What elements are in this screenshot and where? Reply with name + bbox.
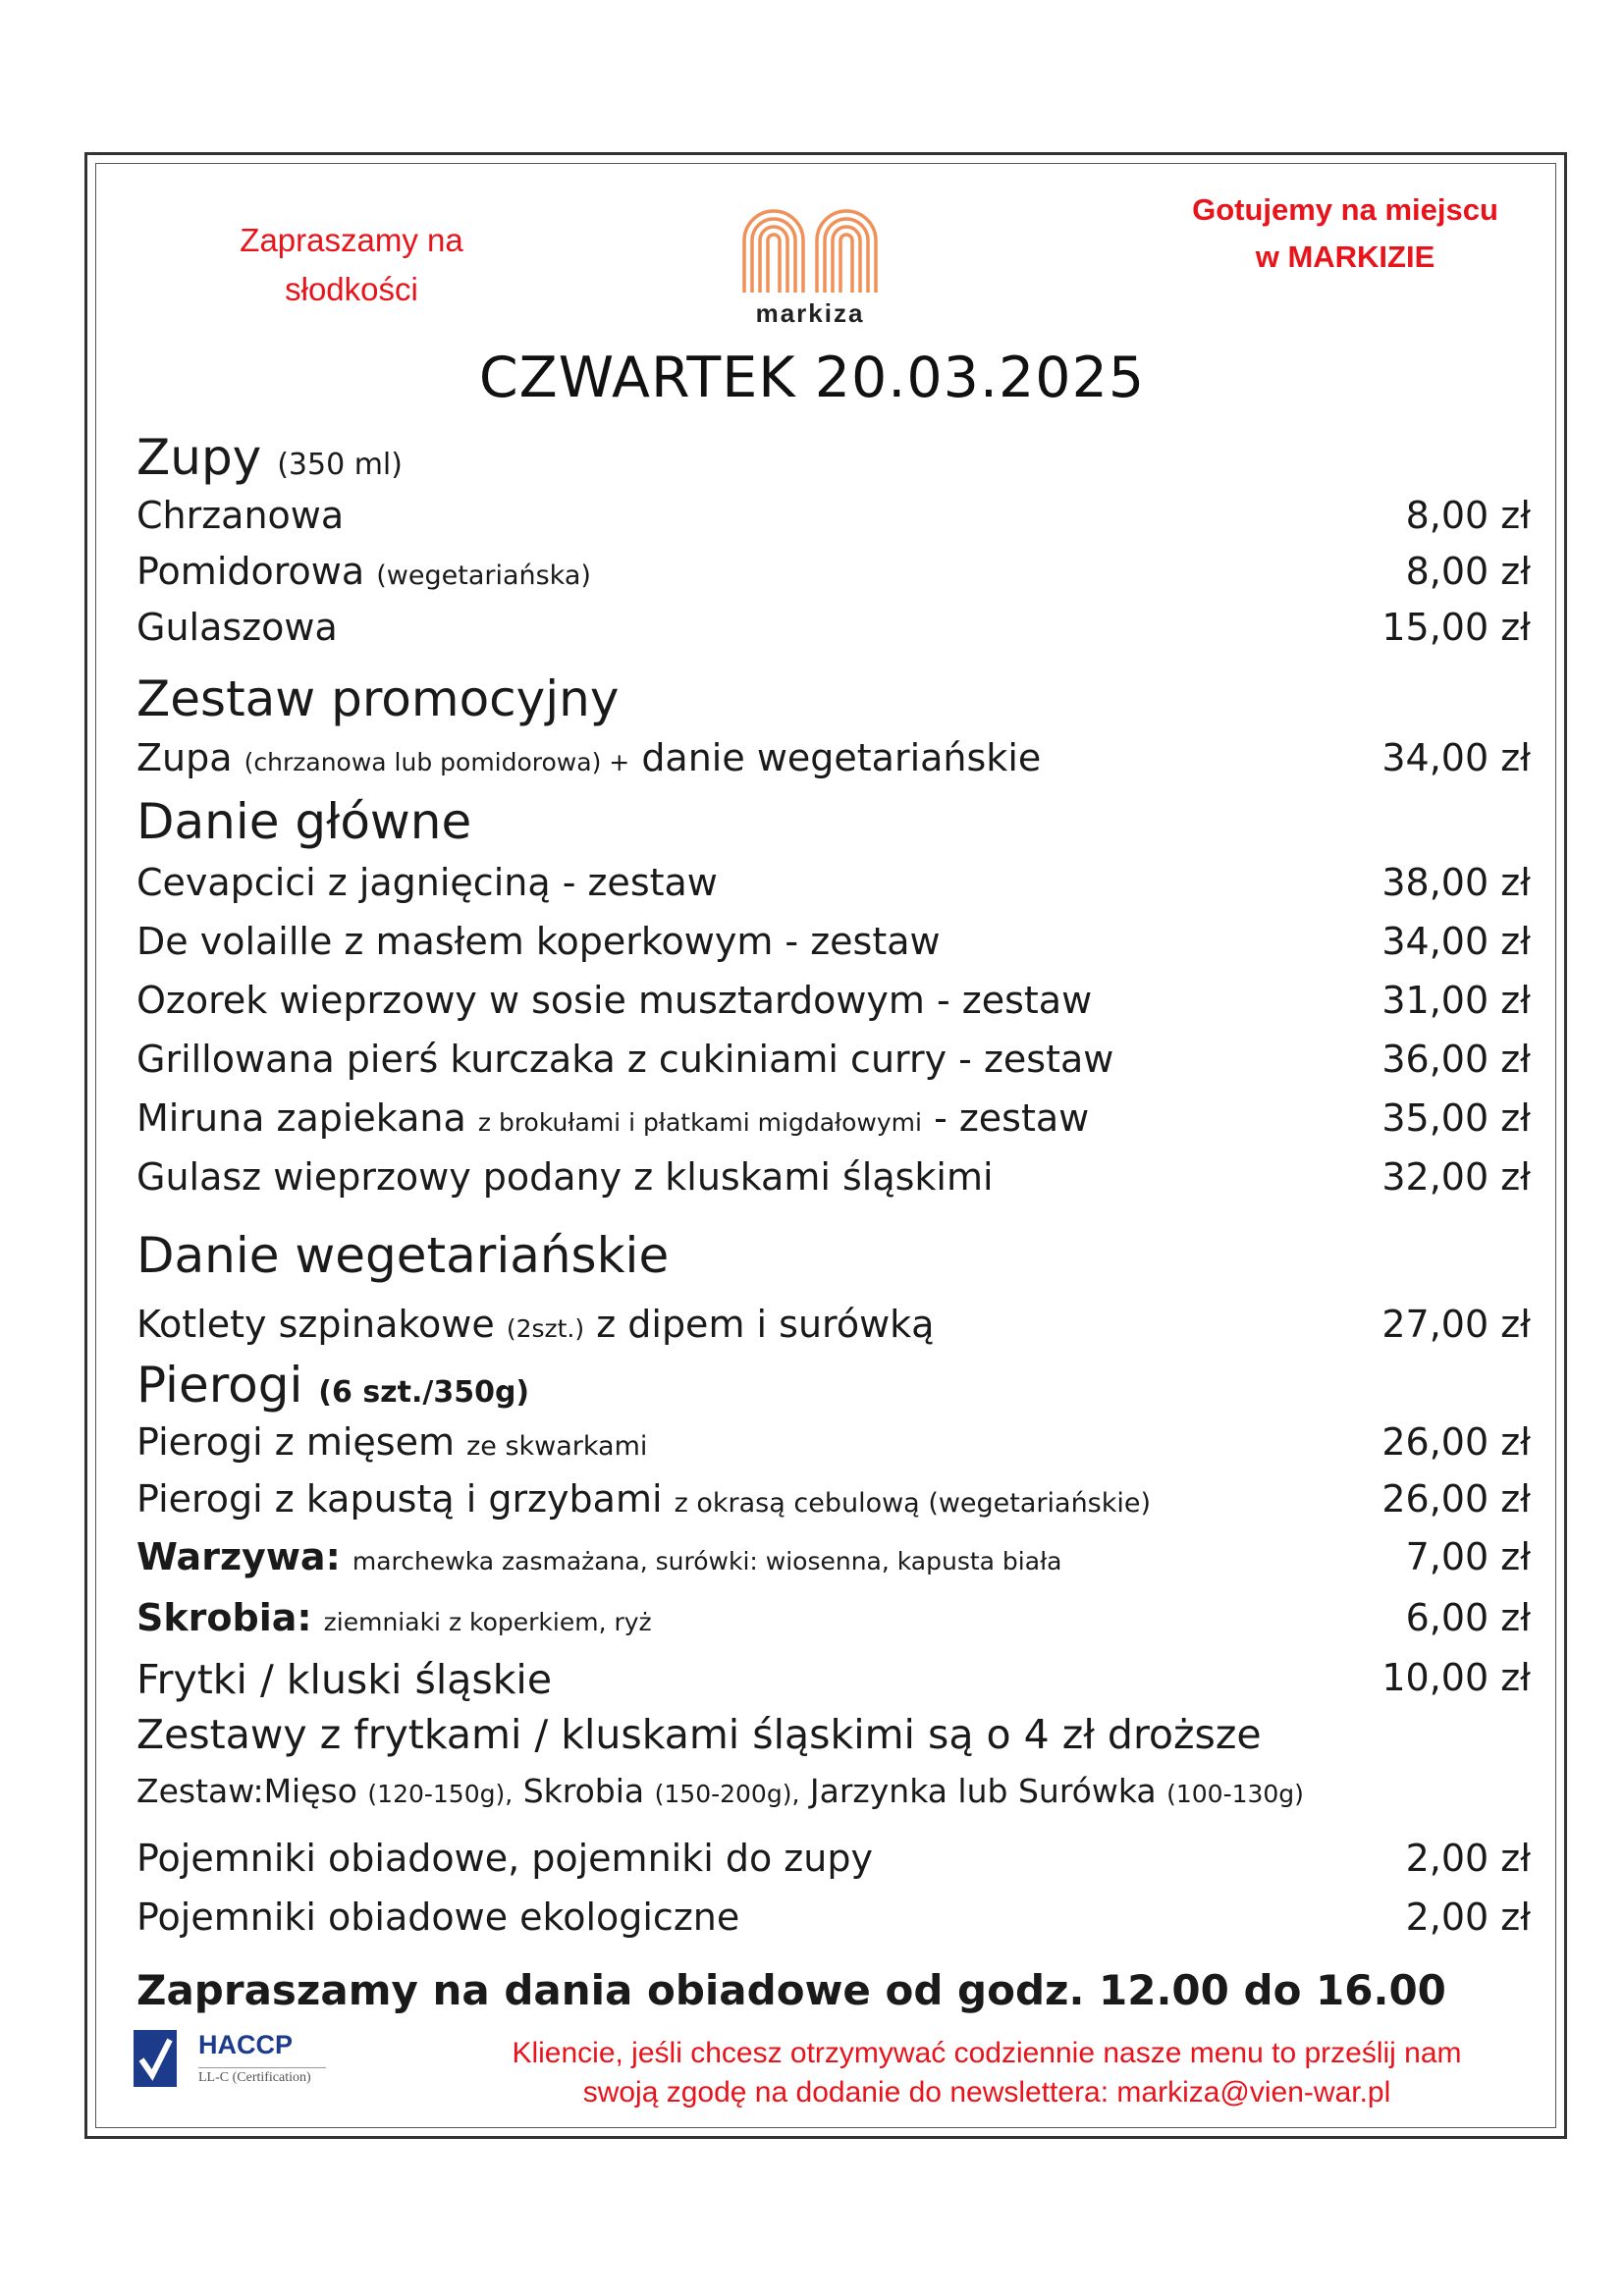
item-price: 26,00 zł (1381, 1477, 1531, 1521)
zestaw-weights-text (136, 1772, 1304, 1810)
item-price: 2,00 zł (1405, 1837, 1531, 1880)
newsletter-line1: Kliencie, jeśli chcesz otrzymywać codziennie nasze menu to prześlij nam (512, 2037, 1462, 2069)
cooking-note-line1: Gotujemy na miejscu (1192, 192, 1498, 227)
item-name: Gulasz wieprzowy podany z kluskami śląskimi (136, 1155, 994, 1199)
item-name (136, 1477, 1151, 1521)
menu-item (136, 861, 1531, 920)
item-price: 7,00 zł (1405, 1535, 1531, 1578)
item-name: Pojemniki obiadowe, pojemniki do zupy (136, 1837, 873, 1880)
zestaw-jarzynka: Jarzynka lub Surówka (809, 1772, 1157, 1810)
item-name (136, 736, 1041, 779)
item-name: Chrzanowa (136, 494, 345, 537)
markiza-logo (731, 196, 889, 344)
item-name-suffix: - zestaw (934, 1096, 1090, 1140)
item-name-extra: danie wegetariańskie (641, 736, 1042, 779)
haccp-title: HACCP (198, 2030, 294, 2059)
item-note: ze skwarkami (466, 1431, 648, 1462)
item-price: 35,00 zł (1381, 1096, 1531, 1140)
sweets-note (234, 216, 469, 314)
item-name-extra: z dipem i surówką (596, 1303, 935, 1346)
haccp-subtitle: LL-C (Certification) (198, 2067, 326, 2086)
item-price: 6,00 zł (1405, 1596, 1531, 1639)
item-note: (chrzanowa lub pomidorowa) + (244, 748, 630, 776)
section-heading-main: Danie główne (136, 793, 472, 850)
zestaw-label: Zestaw:Mięso (136, 1772, 357, 1810)
item-note: ziemniaki z koperkiem, ryż (323, 1608, 652, 1636)
menu-item (136, 1096, 1531, 1155)
section-heading-veg: Danie wegetariańskie (136, 1227, 670, 1284)
item-price: 10,00 zł (1381, 1656, 1531, 1699)
item-name: Pojemniki obiadowe ekologiczne (136, 1896, 740, 1939)
cooking-note-line2: w MARKIZIE (1255, 240, 1435, 274)
item-price: 27,00 zł (1381, 1303, 1531, 1346)
item-note: marchewka zasmażana, surówki: wiosenna, kapusta biała (352, 1547, 1062, 1575)
haccp-check-icon (134, 2030, 177, 2087)
item-note: z brokułami i płatkami migdałowymi (477, 1108, 922, 1137)
item-price: 8,00 zł (1405, 494, 1531, 537)
menu-date: CZWARTEK 20.03.2025 (478, 346, 1146, 410)
item-name-main: Miruna zapiekana (136, 1096, 466, 1140)
item-label: Skrobia: (136, 1596, 312, 1639)
item-price: 36,00 zł (1381, 1038, 1531, 1081)
menu-item (136, 1837, 1531, 1896)
pierogi-title: Pierogi (136, 1357, 303, 1414)
item-price: 26,00 zł (1381, 1420, 1531, 1464)
zupy-title: Zupy (136, 429, 262, 486)
zestaw-mieso-weight: (120-150g), (367, 1780, 514, 1808)
menu-item-frytki (136, 1656, 1531, 1715)
item-name: De volaille z masłem koperkowym - zestaw (136, 920, 941, 963)
item-name-main: Kotlety szpinakowe (136, 1303, 495, 1346)
zestawy-note (136, 1711, 1531, 1770)
item-name (136, 1303, 934, 1346)
menu-item-warzywa (136, 1535, 1531, 1594)
item-price: 31,00 zł (1381, 979, 1531, 1022)
zupy-note: (350 ml) (277, 448, 403, 482)
sweets-note-line2: słodkości (285, 271, 418, 307)
pierogi-note: (6 szt./350g) (318, 1375, 530, 1410)
menu-item (136, 1038, 1531, 1096)
item-price: 8,00 zł (1405, 550, 1531, 593)
menu-item (136, 920, 1531, 979)
menu-item (136, 1155, 1531, 1214)
item-note: z okrasą cebulową (wegetariańskie) (674, 1488, 1152, 1519)
item-name: Frytki / kluski śląskie (136, 1656, 553, 1703)
item-name: Cevapcici z jagnięciną - zestaw (136, 861, 718, 904)
menu-item (136, 494, 1531, 553)
menu-item (136, 1896, 1531, 1954)
zestaw-skrobia-weight: (150-200g), (654, 1780, 800, 1808)
menu-item-skrobia (136, 1596, 1531, 1655)
zestawy-note-text: Zestawy z frytkami / kluskami śląskimi są o 4 zł droższe (136, 1711, 1262, 1758)
cooking-note (1159, 187, 1532, 281)
item-name (136, 1096, 1089, 1140)
item-price: 38,00 zł (1381, 861, 1531, 904)
item-name-main: Pomidorowa (136, 550, 365, 593)
item-name-main: Pierogi z kapustą i grzybami (136, 1477, 663, 1521)
newsletter-line2: swoją zgodę na dodanie do newslettera: markiza@vien-war.pl (582, 2076, 1391, 2109)
item-name-main: Zupa (136, 736, 233, 779)
item-note: (2szt.) (506, 1314, 585, 1343)
section-heading-promo: Zestaw promocyjny (136, 670, 620, 727)
menu-item (136, 606, 1531, 665)
zestaw-weights (136, 1772, 1531, 1831)
menu-item (136, 1420, 1531, 1479)
item-name (136, 1535, 1062, 1578)
item-name (136, 550, 591, 593)
zestaw-jarzynka-weight: (100-130g) (1166, 1780, 1304, 1808)
item-name: Gulaszowa (136, 606, 338, 649)
menu-item (136, 1477, 1531, 1536)
haccp-badge (134, 2030, 350, 2089)
menu-item (136, 736, 1531, 795)
item-price: 32,00 zł (1381, 1155, 1531, 1199)
section-heading-pierogi (136, 1357, 529, 1414)
newsletter-note (432, 2034, 1542, 2112)
item-name-main: Pierogi z mięsem (136, 1420, 455, 1464)
item-price: 34,00 zł (1381, 920, 1531, 963)
item-label: Warzywa: (136, 1535, 341, 1578)
section-heading-zupy (136, 429, 403, 486)
menu-item (136, 979, 1531, 1038)
menu-item (136, 550, 1531, 609)
sweets-note-line1: Zapraszamy na (240, 222, 463, 258)
zestaw-skrobia: Skrobia (522, 1772, 645, 1810)
item-note: (wegetariańska) (376, 561, 591, 591)
item-name (136, 1420, 647, 1464)
item-price: 34,00 zł (1381, 736, 1531, 779)
markiza-logo-icon (736, 196, 884, 294)
item-name (136, 1596, 652, 1639)
item-name: Grillowana pierś kurczaka z cukiniami curry - zestaw (136, 1038, 1114, 1081)
item-price: 15,00 zł (1381, 606, 1531, 649)
item-name: Ozorek wieprzowy w sosie musztardowym - zestaw (136, 979, 1093, 1022)
lunch-hours: Zapraszamy na dania obiadowe od godz. 12.00 do 16.00 (136, 1966, 1446, 2014)
menu-item (136, 1303, 1531, 1362)
item-price: 2,00 zł (1405, 1896, 1531, 1939)
logo-wordmark: markiza (755, 298, 865, 328)
